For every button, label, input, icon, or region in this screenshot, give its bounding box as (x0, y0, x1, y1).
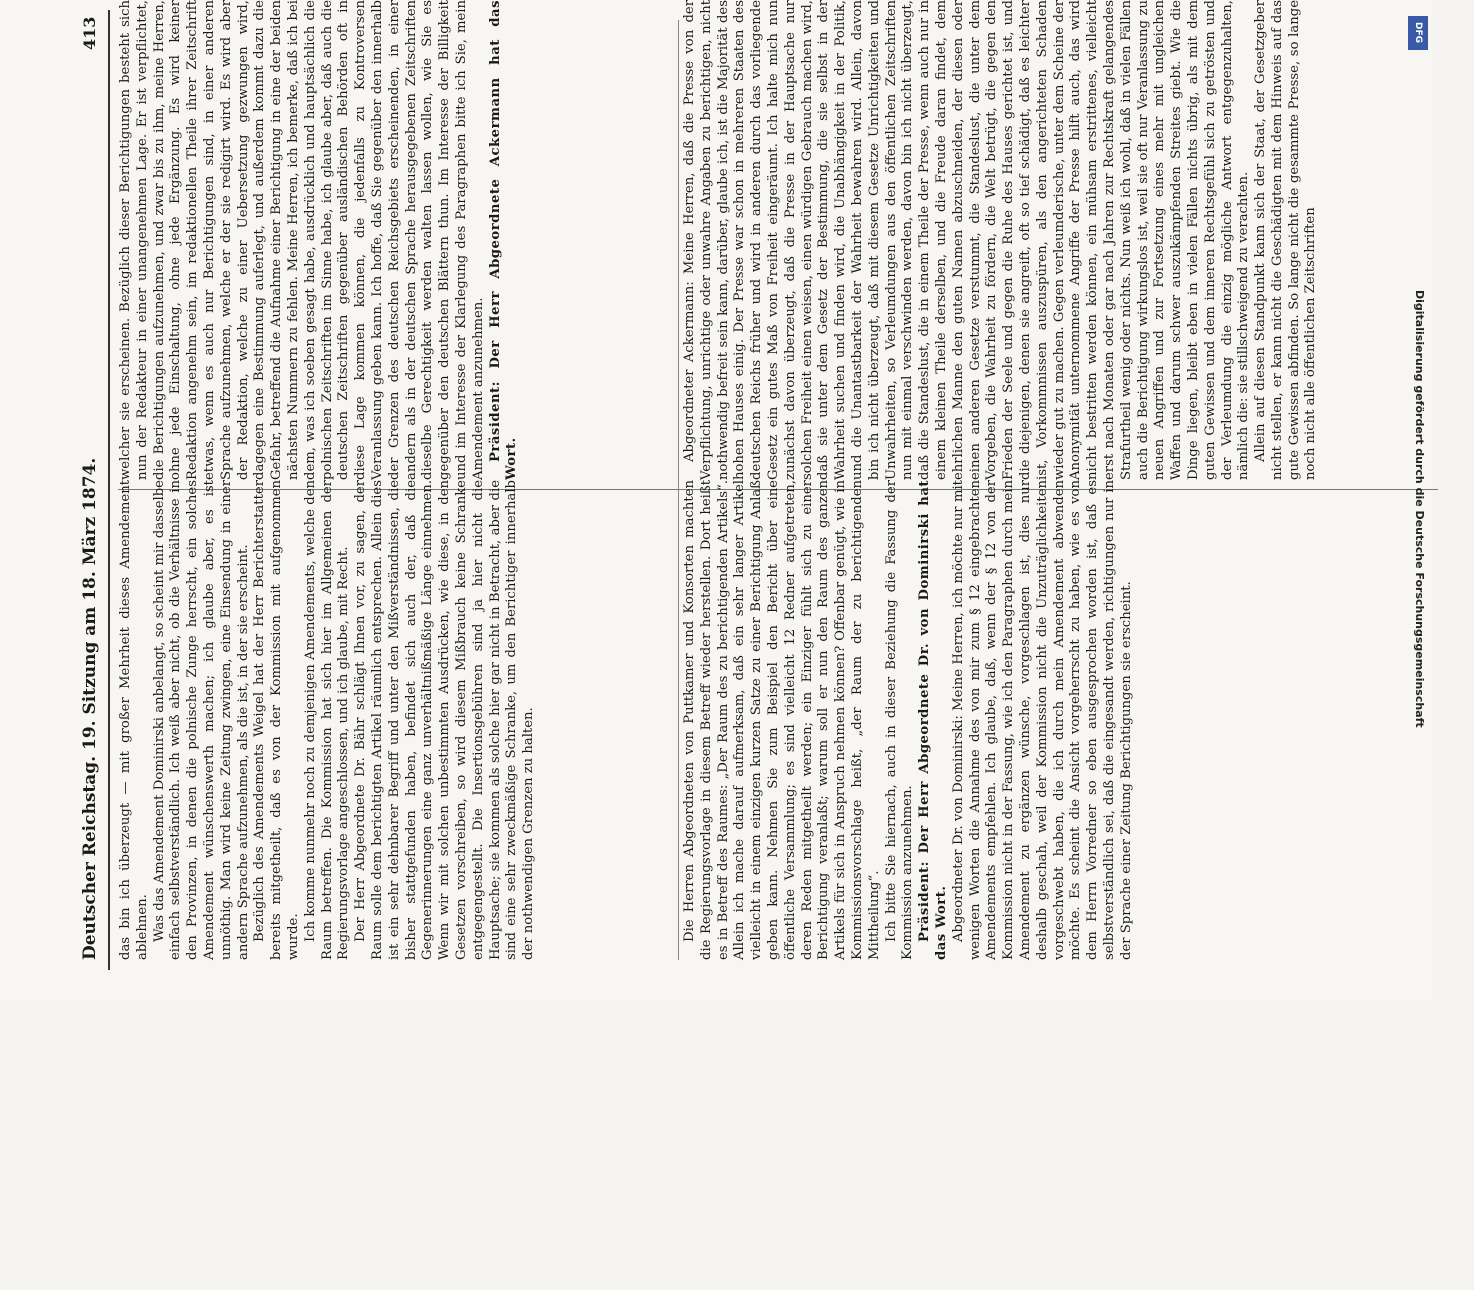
dfg-logo-icon: DFG (1408, 16, 1428, 50)
rotated-page-content (74, 0, 1474, 1000)
paragraph: welcher sie erscheinen. Bezüglich dieser Berichtigungen besteht sich nun der Redakteur in einer unangenehmen Lage. Er ist verpflichtet, die Berichtigungen aufzunehmen, und zwar bis zu ihm, meine Herren, ohne jede Einschaltung, ohne jede Ergänzung. Es wird keiner Redaktion angenehm sein, im redaktionellen Theile ihrer Zeitschrift etwas, wenn es auch nur Berichtigungen sind, in einer anderen Sprache aufzunehmen, welche er der sie redigirt wird. Es wird aber der Redaktion, welche zu einer Uebersetzung gezwungen wird, dagegen eine Bestimmung auferlegt, und außerdem kommt dazu die Gefahr, betreffend die Aufnahme einer Berichtigung in eine der beiden nächsten Nummern zu fehlen. Meine Herren, ich bemerke, daß ich bei dem, was ich soeben gesagt habe, ausdrücklich und hauptsächlich die polnischen Zeitschriften im Sinne habe, ich glaube aber, daß auch die deutschen Zeitschriften gegenüber ausländischen Behörden oft in diese Lage kommen können, die jedenfalls zu Kontroversen Veranlassung geben kann. Ich hoffe, daß Sie gegenüber den innerhalb der Grenzen des deutschen Reichsgebiets erscheinenden, in einer andern als in der deutschen Sprache herausgegebenen Zeitschriften dieselbe Gerechtigkeit werden walten lassen wollen, wie Sie es gegenüber den deutschen Blättern thun. Im Interesse der Billigkeit und im Interesse der Klarlegung des Paragraphen bitte ich Sie, mein Amendement anzunehmen. (118, 0, 486, 480)
column-4 (682, 0, 1319, 480)
column-3 (682, 480, 1242, 960)
paragraph: Der Herr Abgeordnete Dr. Bähr schlägt Ihnen vor, zu sagen, der Raum solle dem berichtigten Artikel räumlich entsprechen. Allein dies ist ein sehr dehnbarer Begriff und unter den Mißverständnissen, die bisher stattgefunden haben, befindet sich auch der, daß die Gegenerinnerungen eine ganz unverhältnißmäßige Länge einnehmen. Wenn wir mit solchen unbestimmten Ausdrücken, wie diese, in den Gesetzen vorschreiben, so wird diesem Mißbrauch keine Schranke entgegengestellt. Die Insertionsgebühren sind ja hier nicht die Hauptsache; sie kommen als solche hier gar nicht in Betracht, aber die sind eine sehr zweckmäßige Schranke, um den Berichtiger innerhalb der nothwendigen Grenzen zu halten. (353, 480, 537, 960)
column-1 (118, 480, 678, 960)
header-rule (108, 10, 110, 970)
paragraph: Die Herren Abgeordneten von Puttkamer und Konsorten machten die Regierungsvorlage in diesem Betreff wieder herstellen. Dort heißt es in Betreff des Raumes: „Der Raum des zu berichtigenden Artikels“. Allein ich mache darauf aufmerksam, daß ein sehr langer Artikel vielleicht in einem einzigen kurzen Satze zu einer Berichtigung Anlaß geben kann. Nehmen Sie zum Beispiel den Bericht über eine öffentliche Versammlung; es sind vielleicht 12 Redner aufgetreten, deren Reden mitgetheilt werden; ein Einziger fühlt sich zu einer Berichtigung veranlaßt; warum soll er nun den Raum des ganzen Artikels für sich in Anspruch nehmen können? Offenbar genügt, wie in Kommissionsvorschlage heißt, „der Raum der zu berichtigenden Mittheilung“. (682, 480, 882, 960)
paragraph: Ich bitte Sie hiernach, auch in dieser Beziehung die Fassung der Kommission anzunehmen. (883, 480, 916, 960)
paragraph: Abgeordneter Ackermann: Meine Herren, daß die Presse von der Verpflichtung, unrichtige oder unwahre Angaben zu berichtigen, nicht nothwendig befreit sein kann, darüber, glaube ich, ist die Majorität des hohen Hauses einig. Der Presse war schon in mehreren Staaten des deutschen Reichs früher und wird in anderen durch das vorliegende Gesetz ein gutes Maß von Freiheit eingeräumt. Ich halte mich nun zunächst davon überzeugt, daß die Presse in der Hauptsache nur solchen Freiheit einen weisen, einen würdigen Gebrauch machen wird, daß sie unter dem Gesetz der Bestimmung, die sie selbst in der Wahrheit suchen und finden wird, die Unabhängigkeit in der Politik, und die Unantastbarkeit der Wahrheit bewahren wird. Allein, davon bin ich nicht überzeugt, daß mit diesem Gesetze Unrichtigkeiten und Unwahrheiten, so Verleumdungen aus den öffentlichen Zeitschriften nun mit einmal verschwinden werden, davon bin ich nicht überzeugt, daß die Standeslust, die in einem Theile der Presse, wenn auch nur in einem kleinen Theile derselben, und die Freude daran findet, dem ehrlichen Manne den guten Namen abzuschneiden, der diesen oder einen anderen Gesetze verstummt, die Standeslust, die unter dem Vorgeben, die Wahrheit zu fördern, die Welt betrügt, die gegen den Frieden der Seele und gegen die Ruhe des Hauses gerichtet ist, und die diejenigen, denen sie angreift, oft so tief schädigt, daß es leichter ist, Vorkommnissen auszuspüren, als den angerichteten Schaden wieder gut zu machen. Gegen verleumderische, unter dem Scheine der Anonymität unternommene Angriffe der Presse hilft auch, das wird nicht bestritten werden können, ein mühsam erstrittenes, vielleicht erst nach Monaten oder gar nach Jahren zur Rechtskraft gelangendes Strafurtheil wenig oder nichts. Nun weiß ich wohl, daß in vielen Fällen auch die Berichtigung wirkungslos ist, weil sie oft nur Veranlassung zu neuen Angriffen und zur Fortsetzung eines mehr mit ungleichen Waffen und darum schwer auszukämpfenden Streites giebt. Wie die Dinge liegen, bleibt eben in vielen Fällen nichts übrig, als mit dem guten Gewissen und dem inneren Rechtsgefühl sich zu getrösten und der Verleumdung die einzig mögliche Antwort entgegenzuhalten, nämlich die: sie stillschweigend zu verachten. (682, 0, 1252, 480)
paragraph: Allein auf diesen Standpunkt kann sich der Staat, der Gesetzgeber nicht stellen, er kann nicht die Geschädigten mit dem Hinweis auf das gute Gewissen abfinden. So lange nicht die gesammte Presse, so lange noch nicht alle öffentlichen Zeitschriften (1253, 0, 1319, 480)
column-2 (118, 0, 678, 480)
paragraph: Was das Amendement Dominirski anbelangt, so scheint mir dasselbe einfach selbstverständlich. Ich weiß aber nicht, ob die Verhältnisse in den Provinzen, in denen die polnische Zunge herrscht, ein solches Amendement wünschenswerth machen; ich glaube aber, es ist unnöthig. Man wird keine Zeitung zwingen, eine Einsendung in einer andern Sprache aufzunehmen, als die ist, in der sie erscheint. (151, 480, 251, 960)
paragraph: Ich komme nunmehr noch zu demjenigen Amendements, welche den Raum betreffen. Die Kommission hat sich hier im Allgemeinen der Regierungsvorlage angeschlossen, und ich glaube, mit Recht. (302, 480, 352, 960)
header-title: Deutscher Reichstag. 19. Sitzung am 18. März 1874. (80, 457, 100, 960)
digitization-credit-strip (1404, 0, 1432, 1000)
speaker-paragraph: Präsident: Der Herr Abgeordnete Dr. von Dominirski hat das Wort. (917, 480, 949, 960)
paragraph: Abgeordneter Dr. von Dominirski: Meine Herren, ich möchte nur mit wenigen Worten die Annahme des von mir zum § 12 eingebrachten Amendements empfehlen. Ich glaube, daß, wenn der § 12 von der Kommission nicht in der Fassung, wie ich den Paragraphen durch mein Amendement zu ergänzen wünsche, vorgeschlagen ist, dies nur deshalb geschah, weil der Kommission nicht die Unzuträglichkeiten vorgeschwebt haben, die ich durch mein Amendement abwenden möchte. Es scheint die Ansicht vorgeherrscht zu haben, wie es von dem Herrn Vorredner so eben ausgesprochen worden ist, daß es selbstverständlich sei, daß die eingesandt werden, richtigungen nur in der Sprache einer Zeitung Berichtigungen sie erscheint. (950, 480, 1134, 960)
digitization-credit: Digitalisierung gefördert durch die Deutsche Forschungsgemeinschaft (1413, 290, 1426, 728)
section-divider (678, 20, 679, 960)
paragraph: Bezüglich des Amendements Weigel hat der Herr Berichterstatter bereits mitgetheilt, daß es von der Kommission mit aufgenommen wurde. (252, 480, 301, 960)
paragraph: das bin ich überzeugt — mit großer Mehrheit dieses Amendement ablehnen. (118, 480, 150, 960)
speaker-paragraph: Präsident: Der Herr Abgeordnete Ackermann hat das Wort. (487, 0, 520, 480)
page-number: 413 (80, 16, 99, 50)
